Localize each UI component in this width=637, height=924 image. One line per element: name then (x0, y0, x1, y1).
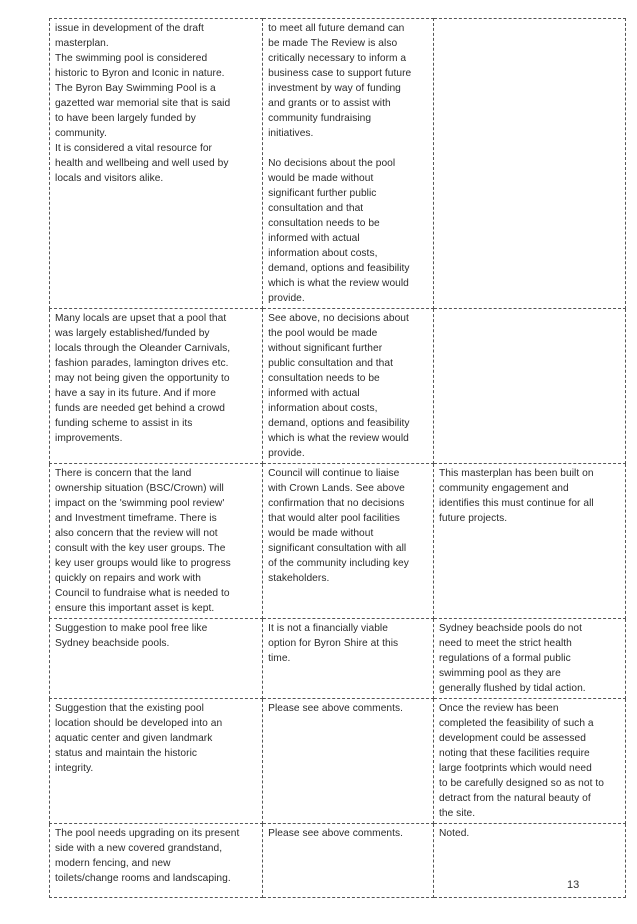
page-number: 13 (567, 879, 580, 891)
cell-text: to meet all future demand can be made The Review is also critically necessary to inform a business case to support future investment by way of funding and grants or to assist with community fundraising initiatives. (268, 23, 412, 139)
cell-text: issue in development of the draft masterplan. The swimming pool is considered historic to Byron and Iconic in nature. The Byron Bay Swimming Pool is a gazetted war memorial site that is said to have been largely funded by community. It is considered a vital resource for health and wellbeing and well used by locals and visitors alike. (55, 23, 231, 184)
cell-text: Many locals are upset that a pool that was largely established/funded by locals through the Oleander Carnivals, fashion parades, lamington drives etc. may not being given the opportunity to have a say in its future. And if more funds are needed get behind a crowd funding scheme to assist in its improvements. (55, 313, 231, 444)
cell-text: Sydney beachside pools do not need to meet the strict health regulations of a formal public swimming pool as they are generally flushed by tidal action. (438, 623, 586, 694)
table-cell-comment (433, 464, 625, 619)
comments-table (49, 18, 626, 898)
table-cell-issue (50, 699, 263, 824)
table-cell-issue (50, 619, 263, 699)
cell-text: Please see above comments. (268, 828, 404, 839)
cell-text: There is concern that the land ownership situation (BSC/Crown) will impact on the 'swimming pool review' and Investment timeframe. There is also concern that the review will not consult with the key user groups. The key user groups would like to progress quickly on repairs and work with Council to fundraise what is needed to ensure this important asset is kept. (55, 468, 231, 614)
cell-text: Please see above comments. (268, 703, 404, 714)
cell-text: This masterplan has been built on community engagement and identifies this must continue for all future projects. (438, 468, 594, 524)
table-cell-response (263, 824, 434, 898)
cell-text: Once the review has been completed the feasibility of such a development could be assessed noting that these facilities require large footprints which would need to be carefully designed so as not to detract from the natural beauty of the site. (438, 703, 604, 819)
table-row (50, 619, 626, 699)
cell-text: See above, no decisions about the pool would be made without significant further public consultation and that consultation needs to be informed with actual information about costs, demand, options and feasibility which is what the review would provide. (268, 313, 410, 459)
table-cell-issue (50, 464, 263, 619)
cell-text: It is not a financially viable option for Byron Shire at this time. (268, 623, 399, 664)
table-cell-comment (433, 309, 625, 464)
table-row (50, 19, 626, 309)
cell-text: Council will continue to liaise with Crown Lands. See above confirmation that no decisions that would alter pool facilities would be made without significant consultation with all of the community including key stakeholders. (268, 468, 409, 584)
cell-text: Suggestion to make pool free like Sydney beachside pools. (55, 623, 208, 649)
table-cell-response (263, 699, 434, 824)
table-cell-response (263, 309, 434, 464)
table-cell-response (263, 619, 434, 699)
cell-text: Suggestion that the existing pool location should be developed into an aquatic center and given landmark status and maintain the historic integrity. (55, 703, 223, 774)
table-cell-response (263, 19, 434, 309)
cell-text: No decisions about the pool would be made without significant further public consultation and that consultation needs to be informed with actual information about costs, demand, options and feasibility which is what the review would provide. (268, 158, 410, 304)
table-row (50, 699, 626, 824)
table-cell-comment (433, 619, 625, 699)
paragraph-gap (268, 141, 428, 156)
table-row (50, 309, 626, 464)
table-cell-comment (433, 824, 625, 898)
table-cell-response (263, 464, 434, 619)
table-cell-issue (50, 19, 263, 309)
table-cell-issue (50, 824, 263, 898)
table-row (50, 824, 626, 898)
cell-text: Noted. (438, 828, 470, 839)
cell-text: The pool needs upgrading on its present side with a new covered grandstand, modern fencing, and new toilets/change rooms and landscaping. (55, 828, 240, 884)
table-row (50, 464, 626, 619)
table-cell-comment (433, 699, 625, 824)
table-cell-comment (433, 19, 625, 309)
table-cell-issue (50, 309, 263, 464)
